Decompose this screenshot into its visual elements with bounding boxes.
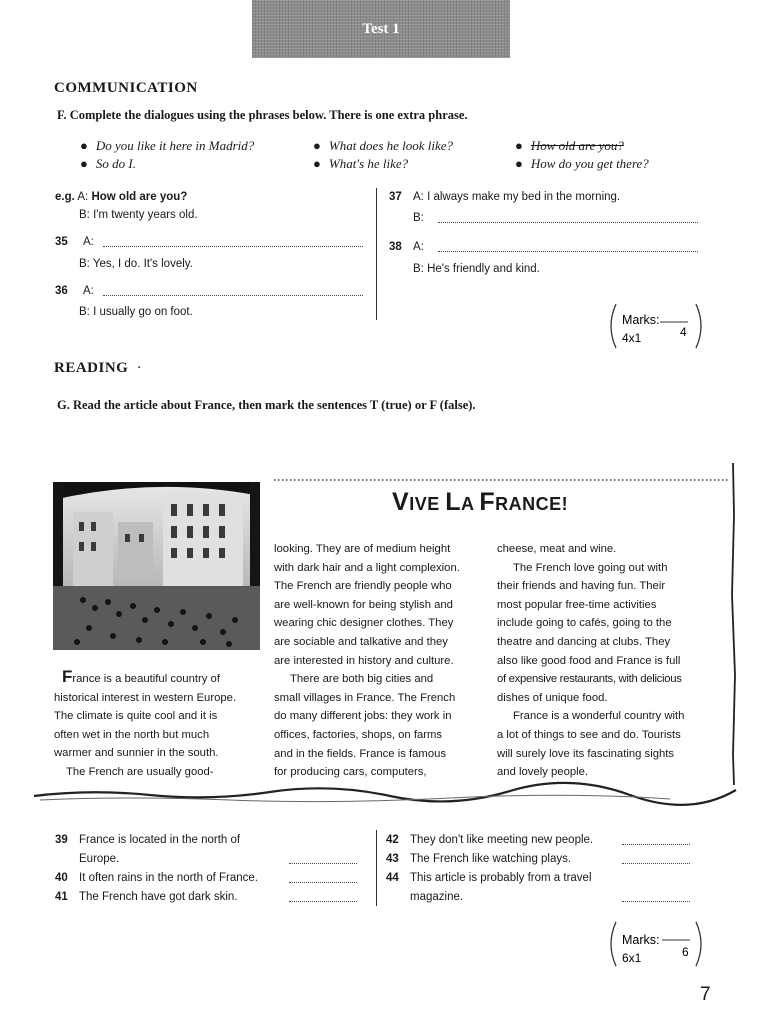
article-line: The French love going out with (513, 561, 668, 574)
answer-line-41[interactable] (289, 891, 357, 902)
phrase-item-used: ● How old are you? (515, 138, 624, 153)
article-column-1 (54, 668, 258, 782)
page-number: 7 (700, 984, 711, 1005)
article-line: looking. They are of medium height (274, 543, 451, 555)
article-line: wearing chic designer clothes. They (274, 617, 454, 630)
question-39: 39 France is located in the north of Europe. (55, 834, 241, 865)
communication-instruction: F. Complete the dialogues using the phrases below. There is one extra phrase. (57, 108, 468, 122)
article-line: theatre and dancing at clubs. They (497, 635, 671, 648)
column-divider (376, 188, 377, 320)
article-column-3 (497, 540, 705, 782)
marks-score: 4 (680, 325, 687, 339)
article-line: are interested in history and culture. (274, 654, 454, 667)
answer-line-39[interactable] (289, 853, 357, 864)
article-line: offices, factories, shops, on farms (274, 728, 443, 741)
article-line: also like good food and France is full (497, 654, 681, 667)
communication-heading: COMMUNICATION (54, 80, 198, 96)
answer-line-35[interactable] (103, 236, 363, 247)
article-photo (53, 482, 260, 650)
question-43: 43 The French like watching plays. (386, 853, 572, 865)
article-line: The climate is quite cool and it is (54, 710, 218, 723)
article-line: are sociable and talkative and they (274, 635, 448, 648)
article-line: for producing cars, computers, (274, 766, 427, 779)
article-line: will surely love its fascinating sights (497, 747, 675, 760)
dialogue-38-reply: B: He's friendly and kind. (413, 263, 540, 275)
phrase-item: ● What does he look like? (313, 138, 454, 153)
test-label: Test 1 (362, 20, 400, 37)
article-line: a lot of things to see and do. Tourists (497, 728, 681, 741)
question-44: 44 This article is probably from a travel magazine. (386, 872, 592, 903)
article-line: most popular free-time activities (497, 598, 657, 611)
article-line: and lovely people. (497, 766, 589, 779)
article-column-2 (274, 540, 482, 782)
dialogue-37-reply: B: (413, 212, 424, 224)
dialogue-38: 38 A: (389, 241, 424, 253)
article-line: The French are usually good- (66, 765, 214, 778)
article-line: their friends and having fun. Their (497, 580, 666, 593)
phrase-item: ● How do you get there? (515, 156, 649, 171)
question-40: 40 It often rains in the north of France. (55, 872, 258, 884)
phrase-item: ● So do I. (80, 156, 136, 171)
article-line: of expensive restaurants, with delicious (497, 673, 682, 686)
answer-line-40[interactable] (289, 872, 357, 883)
article-line: include going to cafés, going to the (497, 617, 672, 630)
questions-divider (376, 830, 377, 906)
marks-score: 6 (682, 945, 689, 959)
answer-line-43[interactable] (622, 853, 690, 864)
answer-line-36[interactable] (103, 285, 363, 296)
question-42: 42 They don't like meeting new people. (386, 834, 594, 846)
phrase-item: ● What's he like? (313, 156, 409, 171)
marks-label: Marks: (622, 313, 660, 327)
article-line: dishes of unique food. (497, 691, 608, 704)
article-title: VIVE LA FRANCE! (392, 488, 569, 516)
dialogue-36: 36 A: (55, 285, 94, 297)
answer-line-42[interactable] (622, 834, 690, 845)
marks-label: Marks: (622, 933, 660, 947)
article-line: with dark hair and a light complexion. (274, 561, 460, 574)
dialogue-37: 37 A: I always make my bed in the morning. (389, 191, 621, 203)
marks-box (604, 300, 708, 352)
example-dialogue: e.g. A: How old are you? (55, 191, 188, 203)
dialogue-35: 35 A: (55, 236, 94, 248)
reading-instruction: G. Read the article about France, then mark the sentences T (true) or F (false). (57, 398, 476, 412)
article-line: France is a beautiful country of (62, 667, 220, 686)
article-line: small villages in France. The French (274, 691, 456, 704)
example-answer: B: I'm twenty years old. (79, 209, 198, 221)
dialogue-35-reply: B: Yes, I do. It's lovely. (79, 258, 193, 270)
drop-cap: F (62, 667, 73, 686)
article-line: There are both big cities and (290, 673, 434, 686)
answer-line-38[interactable] (438, 241, 698, 252)
marks-multiplier: 4x1 (622, 331, 642, 345)
article-line: The French are friendly people who (274, 580, 452, 593)
article-line: France is a wonderful country with (513, 710, 685, 723)
article-line: and in the fields. France is famous (274, 747, 447, 760)
article-line: are well-known for being stylish and (274, 598, 453, 611)
answer-line-37[interactable] (438, 212, 698, 223)
article-line: cheese, meat and wine. (497, 543, 617, 555)
marks-box (604, 918, 708, 970)
answer-line-44[interactable] (622, 891, 690, 902)
article-line: do many different jobs: they work in (274, 710, 452, 723)
article-line: historical interest in western Europe. (54, 691, 237, 704)
dialogue-36-reply: B: I usually go on foot. (79, 306, 193, 318)
phrase-item: ● Do you like it here in Madrid? (80, 138, 255, 153)
test-header-tab (252, 0, 510, 58)
reading-heading: READING · (54, 360, 143, 376)
article-line: often wet in the north but much (54, 728, 210, 741)
article-line: warmer and sunnier in the south. (54, 747, 219, 760)
marks-multiplier: 6x1 (622, 951, 642, 965)
question-41: 41 The French have got dark skin. (55, 891, 238, 903)
